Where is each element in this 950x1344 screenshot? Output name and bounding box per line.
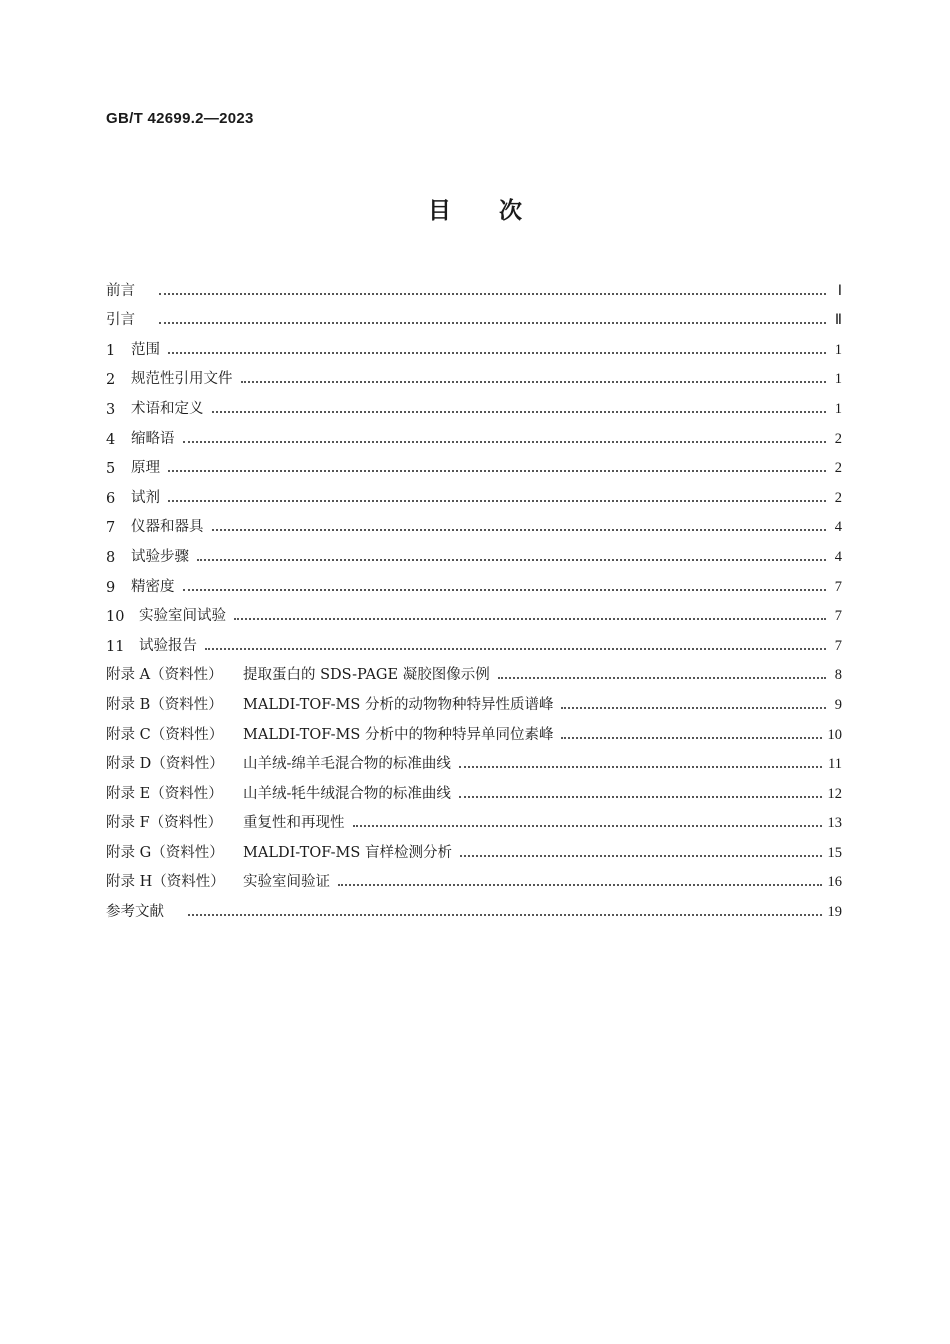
toc-entry-section-6[interactable] [106, 477, 842, 507]
toc-entry-label: 实验室间验证 [243, 874, 330, 891]
toc-entry-label: 试验报告 [139, 637, 197, 654]
toc-leader [205, 647, 826, 650]
toc-entry-label: 术语和定义 [131, 400, 204, 417]
toc-entry-references[interactable] [106, 891, 842, 921]
toc-entry-introduction[interactable] [106, 300, 842, 330]
toc-entry-label: 精密度 [131, 578, 175, 595]
toc-entry-preface[interactable] [106, 270, 842, 300]
toc-leader [168, 469, 826, 472]
toc-entry-label: 实验室间试验 [139, 608, 226, 625]
toc-leader [197, 558, 826, 561]
toc-leader [212, 410, 827, 413]
toc-leader [212, 528, 827, 531]
toc-appendix-prefix: 附录 A（资料性） [106, 667, 223, 684]
toc-entry-label: 山羊绒-牦牛绒混合物的标准曲线 [243, 785, 451, 802]
toc-appendix-prefix: 附录 B（资料性） [106, 696, 223, 713]
toc-page-number: Ⅱ [834, 312, 842, 329]
toc-page-number: 13 [827, 815, 842, 832]
toc-page-number: 7 [834, 578, 842, 595]
toc-appendix-prefix: 附录 E（资料性） [106, 785, 223, 802]
toc-entry-label: 引言 [106, 312, 135, 329]
toc-appendix-prefix: 附录 H（资料性） [106, 874, 225, 891]
toc-entry-label: 试剂 [131, 489, 160, 506]
toc-page-number: Ⅰ [837, 282, 842, 299]
toc-section-number: 6 [106, 490, 116, 507]
toc-page-number: 9 [834, 696, 842, 713]
toc-section-number: 4 [106, 431, 116, 448]
toc-entry-label: 规范性引用文件 [131, 371, 233, 388]
toc-entry-label: 提取蛋白的 SDS-PAGE 凝胶图像示例 [243, 667, 490, 684]
toc-leader [353, 824, 822, 827]
toc-entry-appendix-f[interactable] [106, 803, 842, 833]
toc-entry-label: 原理 [131, 460, 160, 477]
toc-entry-section-3[interactable] [106, 388, 842, 418]
toc-entry-section-5[interactable] [106, 448, 842, 478]
toc-section-number: 8 [106, 549, 116, 566]
toc-page-number: 16 [827, 874, 842, 891]
title-char-2: 次 [499, 198, 522, 224]
toc-leader [338, 883, 822, 886]
toc-page-number: 7 [834, 637, 842, 654]
toc-leader [561, 736, 821, 739]
toc-page-number: 15 [827, 844, 842, 861]
title-char-1: 目 [428, 198, 451, 224]
toc-entry-label: 重复性和再现性 [243, 815, 345, 832]
table-of-contents [106, 270, 842, 921]
toc-entry-section-1[interactable] [106, 329, 842, 359]
toc-leader [241, 380, 827, 383]
toc-entry-appendix-g[interactable] [106, 832, 842, 862]
toc-entry-appendix-b[interactable] [106, 684, 842, 714]
toc-entry-label: 参考文献 [106, 904, 164, 921]
toc-entry-label: 前言 [106, 282, 135, 299]
toc-entry-appendix-c[interactable] [106, 714, 842, 744]
toc-entry-label: MALDI-TOF-MS 分析的动物物种特异性质谱峰 [243, 696, 554, 713]
toc-entry-section-8[interactable] [106, 536, 842, 566]
toc-page-number: 2 [834, 460, 842, 477]
toc-leader [168, 351, 826, 354]
toc-section-number: 9 [106, 579, 116, 596]
toc-leader [183, 588, 827, 591]
page-title [0, 192, 950, 225]
toc-leader [498, 676, 826, 679]
toc-section-number: 1 [106, 342, 116, 359]
toc-section-number: 5 [106, 461, 116, 478]
toc-leader [159, 321, 826, 324]
toc-entry-label: MALDI-TOF-MS 盲样检测分析 [243, 844, 452, 861]
toc-appendix-prefix: 附录 F（资料性） [106, 815, 223, 832]
toc-section-number: 7 [106, 520, 116, 537]
toc-page-number: 11 [828, 756, 842, 773]
toc-section-number: 3 [106, 401, 116, 418]
toc-entry-label: 范围 [131, 341, 160, 358]
toc-page-number: 1 [834, 341, 842, 358]
toc-page-number: 4 [834, 519, 842, 536]
toc-entry-label: 山羊绒-绵羊毛混合物的标准曲线 [243, 756, 451, 773]
toc-leader [168, 499, 826, 502]
toc-entry-label: MALDI-TOF-MS 分析中的物种特异单同位素峰 [243, 726, 554, 743]
toc-page-number: 12 [827, 785, 842, 802]
toc-page-number: 7 [834, 608, 842, 625]
toc-section-number: 10 [106, 609, 125, 626]
toc-entry-label: 缩略语 [131, 430, 175, 447]
toc-leader [159, 292, 826, 295]
standard-code: GB/T 42699.2—2023 [106, 110, 254, 127]
toc-entry-appendix-h[interactable] [106, 862, 842, 892]
toc-section-number: 2 [106, 372, 116, 389]
toc-appendix-prefix: 附录 D（资料性） [106, 756, 224, 773]
toc-page-number: 1 [834, 400, 842, 417]
toc-entry-appendix-e[interactable] [106, 773, 842, 803]
toc-page-number: 2 [834, 489, 842, 506]
toc-section-number: 11 [106, 638, 125, 655]
toc-appendix-prefix: 附录 G（资料性） [106, 844, 224, 861]
toc-entry-section-9[interactable] [106, 566, 842, 596]
toc-entry-section-7[interactable] [106, 507, 842, 537]
toc-leader [460, 854, 822, 857]
toc-page-number: 2 [834, 430, 842, 447]
toc-page-number: 4 [834, 548, 842, 565]
toc-leader [459, 795, 822, 798]
toc-entry-label: 试验步骤 [131, 548, 189, 565]
toc-leader [234, 617, 826, 620]
toc-entry-label: 仪器和器具 [131, 519, 204, 536]
toc-entry-appendix-a[interactable] [106, 655, 842, 685]
toc-entry-section-11[interactable] [106, 625, 842, 655]
toc-leader [183, 440, 827, 443]
toc-leader [561, 706, 826, 709]
toc-entry-section-2[interactable] [106, 359, 842, 389]
toc-page-number: 10 [827, 726, 842, 743]
toc-leader [188, 913, 822, 916]
toc-page-number: 8 [834, 667, 842, 684]
toc-appendix-prefix: 附录 C（资料性） [106, 726, 224, 743]
toc-page-number: 19 [827, 904, 842, 921]
toc-entry-appendix-d[interactable] [106, 744, 842, 774]
toc-entry-section-4[interactable] [106, 418, 842, 448]
toc-leader [459, 765, 822, 768]
toc-page-number: 1 [834, 371, 842, 388]
toc-entry-section-10[interactable] [106, 596, 842, 626]
